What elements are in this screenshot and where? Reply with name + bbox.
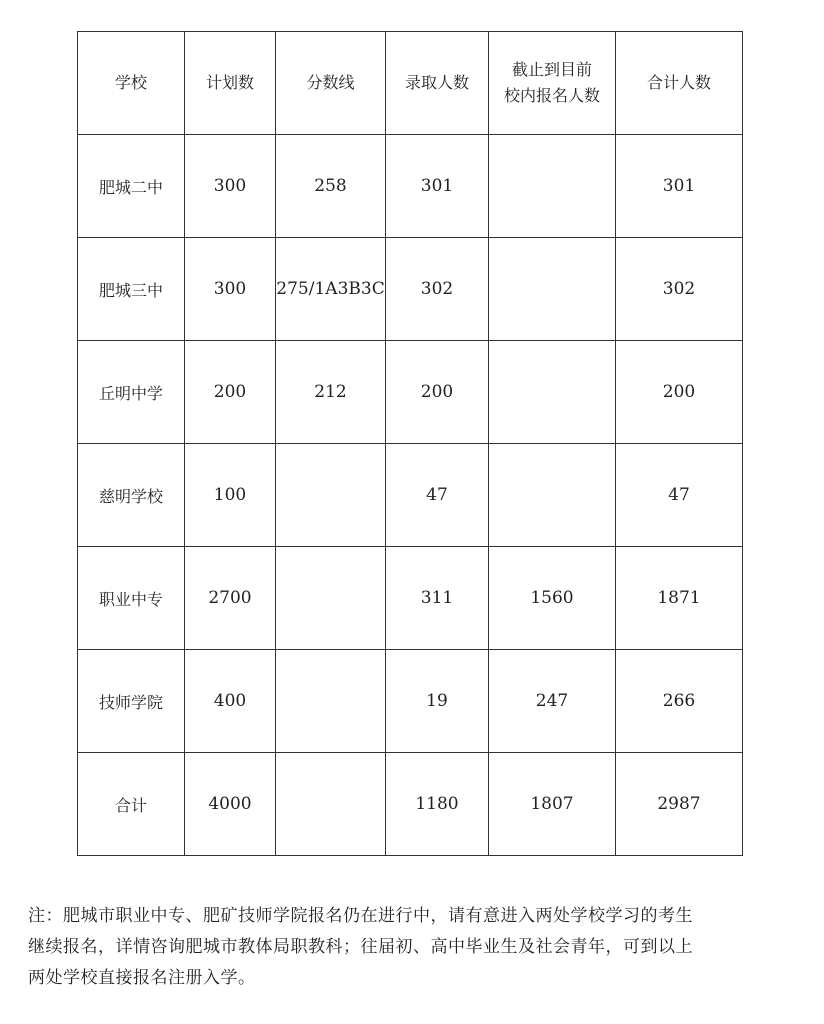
cell-total-count: 1871 [616, 547, 743, 650]
cell-registered-count [489, 444, 616, 547]
cell-admitted-count: 19 [386, 650, 489, 753]
cell-registered-count [489, 135, 616, 238]
cell-total-count: 266 [616, 650, 743, 753]
header-plan-count: 计划数 [185, 32, 276, 135]
cell-registered-count: 1560 [489, 547, 616, 650]
cell-score-line [276, 650, 386, 753]
cell-plan-count: 300 [185, 238, 276, 341]
table-header-row [78, 32, 743, 135]
cell-score-line [276, 753, 386, 856]
cell-admitted-count: 1180 [386, 753, 489, 856]
header-total-count: 合计人数 [616, 32, 743, 135]
footnote-line: 注：肥城市职业中专、肥矿技师学院报名仍在进行中，请有意进入两处学校学习的考生 [28, 906, 693, 926]
table-total-row [78, 753, 743, 856]
cell-school: 丘明中学 [78, 341, 185, 444]
cell-registered-count: 1807 [489, 753, 616, 856]
table-row [78, 135, 743, 238]
cell-school: 技师学院 [78, 650, 185, 753]
cell-plan-count: 200 [185, 341, 276, 444]
header-school: 学校 [78, 32, 185, 135]
enrollment-table [77, 31, 743, 856]
header-score-line: 分数线 [276, 32, 386, 135]
cell-school: 合计 [78, 753, 185, 856]
header-registered-count: 截止到目前 校内报名人数 [489, 32, 616, 135]
table-row [78, 444, 743, 547]
cell-plan-count: 100 [185, 444, 276, 547]
enrollment-table-wrapper [77, 31, 743, 856]
cell-total-count: 301 [616, 135, 743, 238]
cell-score-line: 212 [276, 341, 386, 444]
table-row [78, 547, 743, 650]
table-row [78, 238, 743, 341]
cell-total-count: 302 [616, 238, 743, 341]
cell-total-count: 200 [616, 341, 743, 444]
cell-plan-count: 400 [185, 650, 276, 753]
footnote-line: 两处学校直接报名注册入学。 [28, 968, 256, 988]
cell-plan-count: 4000 [185, 753, 276, 856]
cell-score-line [276, 547, 386, 650]
cell-score-line: 275/1A3B3C [276, 238, 386, 341]
cell-total-count: 2987 [616, 753, 743, 856]
table-row [78, 650, 743, 753]
cell-registered-count: 247 [489, 650, 616, 753]
cell-admitted-count: 311 [386, 547, 489, 650]
cell-registered-count [489, 238, 616, 341]
cell-admitted-count: 301 [386, 135, 489, 238]
table-row [78, 341, 743, 444]
cell-school: 肥城二中 [78, 135, 185, 238]
cell-school: 肥城三中 [78, 238, 185, 341]
cell-total-count: 47 [616, 444, 743, 547]
footnote-line: 继续报名，详情咨询肥城市教体局职教科；往届初、高中毕业生及社会青年，可到以上 [28, 937, 693, 957]
cell-plan-count: 2700 [185, 547, 276, 650]
cell-score-line [276, 444, 386, 547]
cell-score-line: 258 [276, 135, 386, 238]
cell-registered-count [489, 341, 616, 444]
cell-school: 职业中专 [78, 547, 185, 650]
cell-admitted-count: 47 [386, 444, 489, 547]
footnote [28, 901, 798, 994]
cell-plan-count: 300 [185, 135, 276, 238]
header-admitted-count: 录取人数 [386, 32, 489, 135]
cell-admitted-count: 200 [386, 341, 489, 444]
cell-admitted-count: 302 [386, 238, 489, 341]
cell-school: 慈明学校 [78, 444, 185, 547]
